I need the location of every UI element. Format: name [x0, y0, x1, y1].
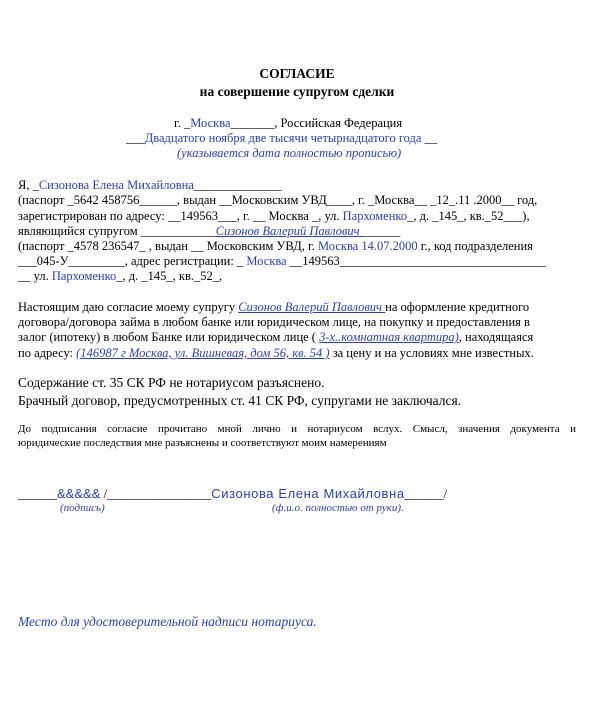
- date-words: Двадцатого ноября две тысячи четырнадцатого года: [144, 131, 422, 145]
- place-suffix: _______, Российская Федерация: [230, 116, 403, 130]
- person-suffix: ______________: [193, 178, 282, 192]
- note-line-1: До подписания согласие прочитано мной лично и нотариусом вслух. Смысл, значения документа и: [18, 423, 576, 435]
- spouse-registration-line: [18, 254, 546, 269]
- spouse-passport-suffix: г., код подразделения: [417, 239, 533, 253]
- person-address-suffix: _, д. _145_, кв._52___),: [407, 209, 530, 223]
- spouse-street-prefix: __ ул.: [18, 269, 52, 283]
- person-address-prefix: зарегистрирован по адресу: __149563___, г. __ Москва _, ул.: [18, 209, 343, 223]
- person-address-line: [18, 209, 530, 224]
- statement-art35: Содержание ст. 35 СК РФ не нотариусом разъяснено.: [18, 375, 325, 390]
- consent-suffix: на оформление кредитного: [385, 300, 530, 314]
- place-city: Москва: [190, 116, 231, 130]
- spouse-registration-prefix: ___045-У_________, адрес регистрации: _: [18, 254, 247, 268]
- spouse-registration-suffix: __149563_________________________________: [286, 254, 546, 268]
- person-line-1: [18, 178, 281, 193]
- signature-lead: ______: [18, 486, 57, 501]
- person-prefix: Я, _: [18, 178, 39, 192]
- person-full-name: Сизонова Елена Михайловна: [38, 178, 194, 192]
- consent-pledge-prefix: залог (ипотеку) в любом Банке или юридическом лице (: [18, 330, 320, 344]
- note-line-2: юридические последствия мне разъяснены и соответствуют моим намерениям: [18, 437, 387, 449]
- notary-placeholder: Место для удостоверительной надписи нотариуса.: [18, 614, 317, 629]
- place-prefix: г. _: [174, 116, 191, 130]
- spouse-street-line: [18, 269, 222, 284]
- date-hint: (указывается дата полностью прописью): [177, 146, 402, 160]
- spouse-passport-prefix: (паспорт _4578 236547_ , выдан __ Московским УВД, г.: [18, 239, 318, 253]
- person-street: Пархоменко: [342, 209, 408, 223]
- consent-pledge-suffix: , находящаяся: [458, 330, 534, 344]
- consent-object: 3-х..комнатная квартира): [319, 330, 459, 344]
- signature-divider: /________________: [100, 486, 212, 501]
- spouse-city-date: Москва 14.07.2000: [317, 239, 418, 253]
- date-line: [126, 131, 437, 146]
- signature-caption: (подпись): [60, 502, 105, 514]
- document-subtitle: на совершение супругом сделки: [199, 84, 395, 99]
- place-line: [174, 116, 402, 131]
- spouse-street: Пархоменко: [51, 269, 117, 283]
- spouse-full-name: Сизонов Валерий Павлович: [215, 224, 363, 238]
- signature-name: Сизонова Елена Михайловна: [211, 486, 405, 501]
- signature-line: [18, 486, 447, 502]
- consent-line-1: [18, 300, 529, 315]
- document-title: СОГЛАСИЕ: [259, 66, 335, 81]
- consent-line-3: [18, 330, 533, 345]
- spouse-prefix: являющийся супругом ____________: [18, 224, 216, 238]
- date-suffix: __: [421, 131, 438, 145]
- signature-marks: &&&&&: [57, 486, 101, 501]
- name-caption: (ф.и.о. полностью от руки).: [272, 502, 404, 514]
- consent-address: (146987 г Москва, ул. Вишневая, дом 56, кв. 54 ): [76, 346, 330, 360]
- date-prefix: ___: [126, 131, 145, 145]
- consent-prefix: Настоящим даю согласие моему супругу: [18, 300, 239, 314]
- spouse-street-suffix: _, д. _145_, кв._52_,: [116, 269, 223, 283]
- consent-address-prefix: по адресу:: [18, 346, 77, 360]
- consent-line-2: договора/договора займа в любом банке или юридическом лице, на покупку и предоставления в: [18, 315, 530, 329]
- spouse-line-1: [18, 224, 400, 239]
- spouse-registration-city: Москва: [246, 254, 287, 268]
- spouse-suffix: ______: [362, 224, 401, 238]
- consent-spouse-name: Сизонов Валерий Павлович: [238, 300, 386, 314]
- statement-art41: Брачный договор, предусмотренных ст. 41 СК РФ, супругами не заключался.: [18, 393, 462, 408]
- signature-tail: ______/: [404, 486, 448, 501]
- consent-line-4: [18, 346, 534, 361]
- spouse-passport-line: [18, 239, 533, 254]
- consent-address-suffix: за цену и на условиях мне известных.: [329, 346, 534, 360]
- person-passport-line: (паспорт _5642 458756______, выдан __Московским УВД____, г. _Москва__ _12_.11 .2000__ год,: [18, 193, 538, 207]
